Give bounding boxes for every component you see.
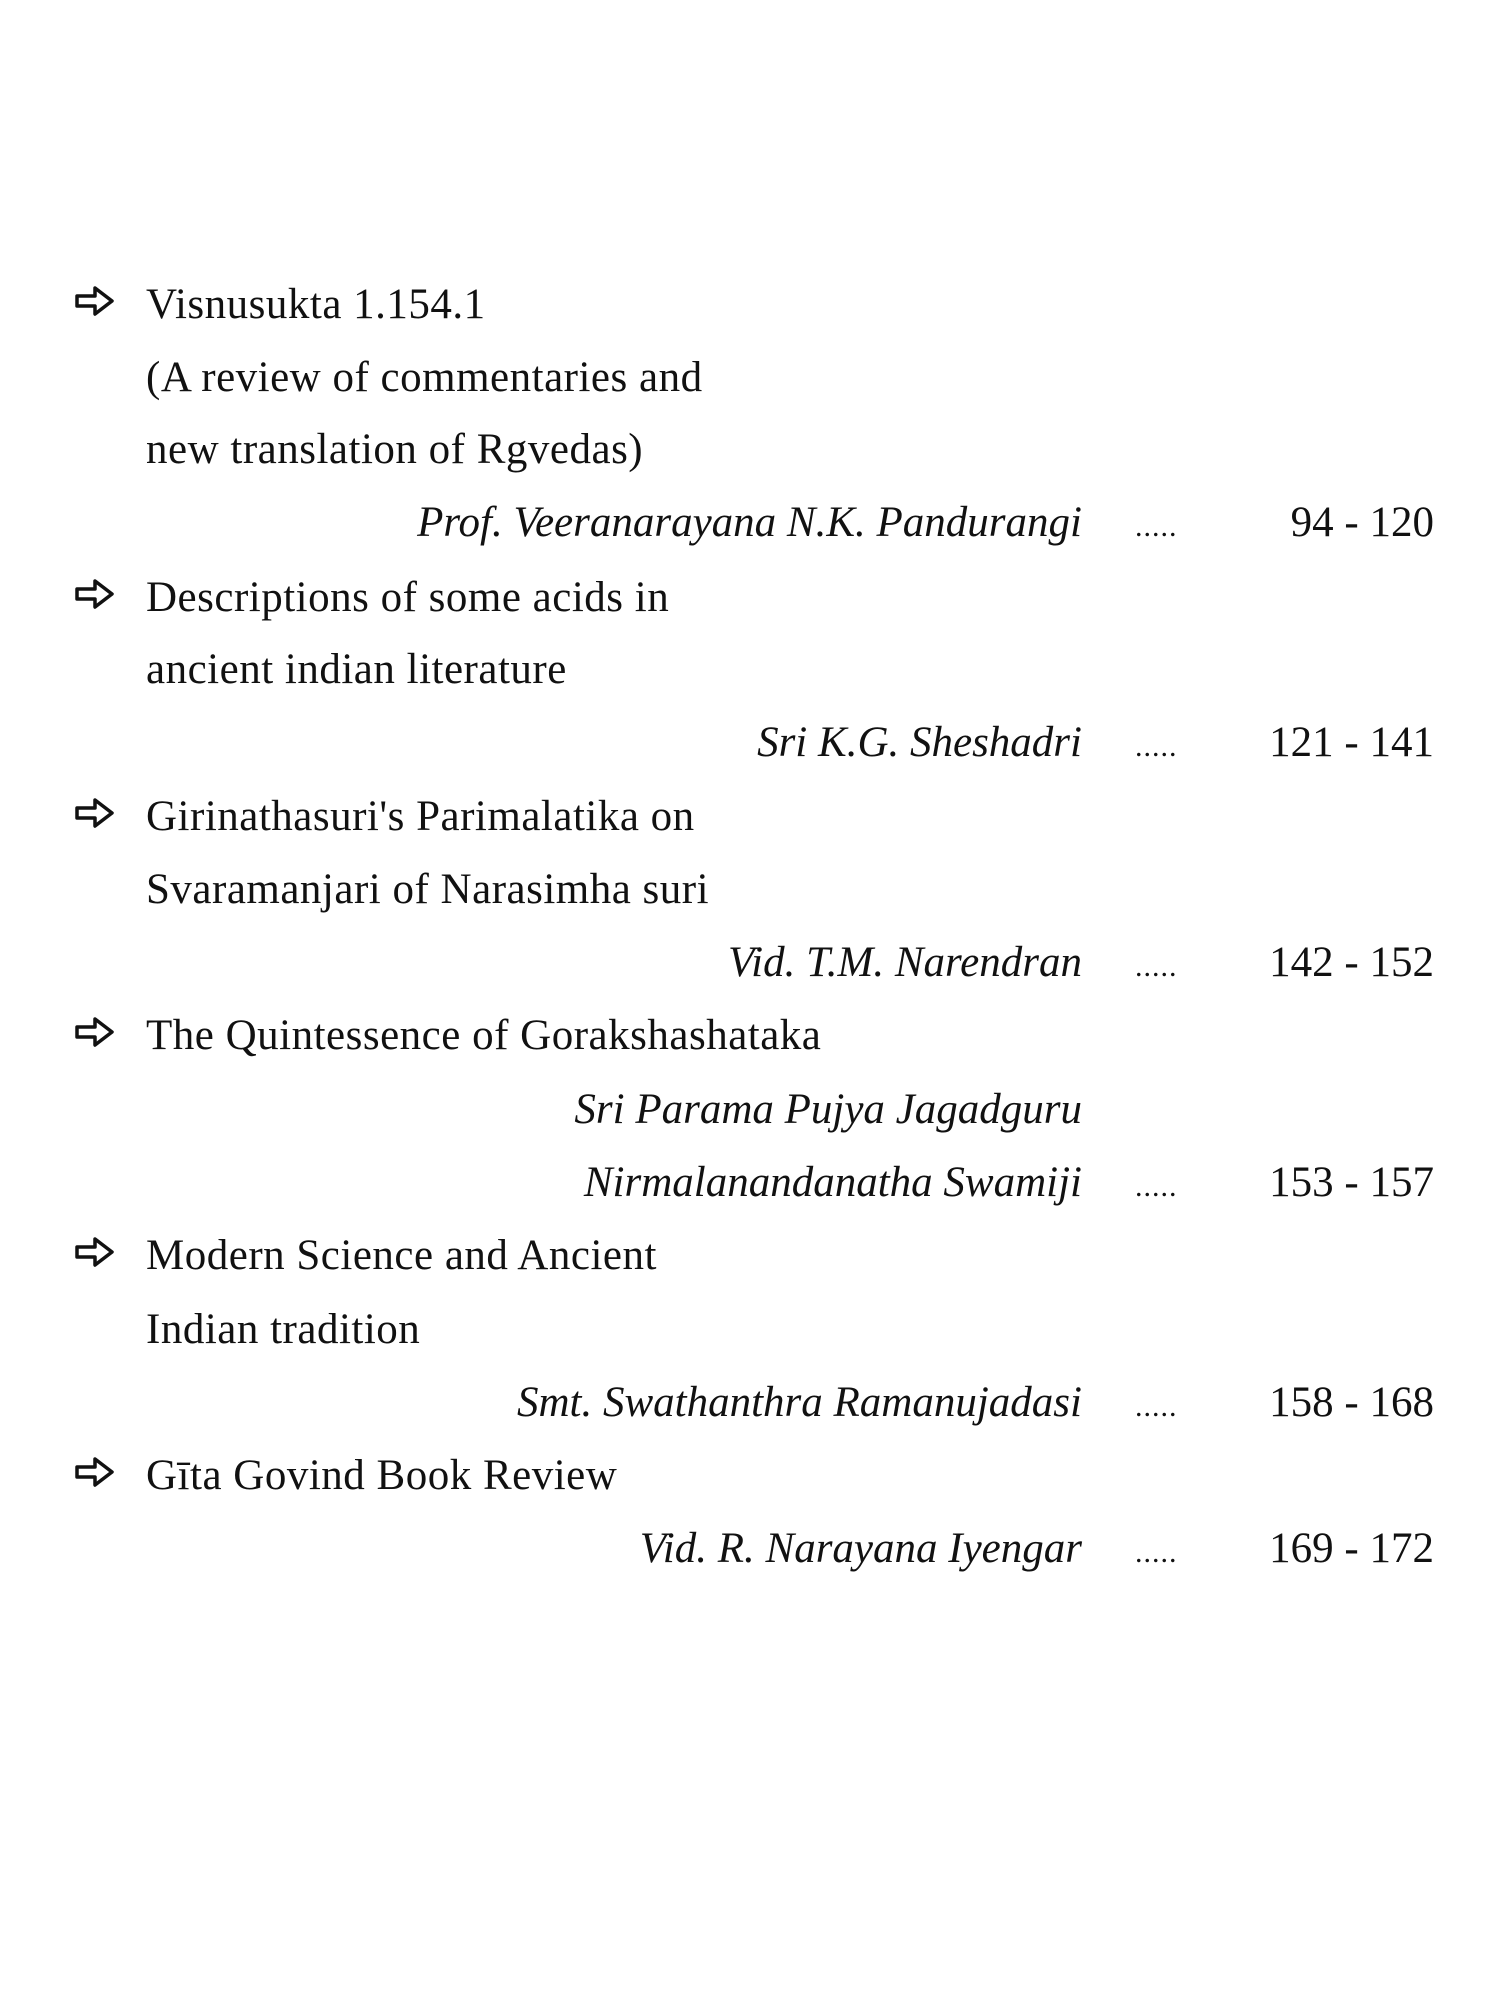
entry-pages: 142 - 152 (1269, 939, 1434, 986)
dot-leader: ..... (1135, 510, 1178, 543)
arrow-right-outline-icon (74, 576, 116, 612)
dot-leader: ..... (1135, 1390, 1178, 1423)
toc-entry-author-line (0, 1373, 1500, 1433)
arrow-right-outline-icon (74, 283, 116, 319)
entry-title: Indian tradition (146, 1306, 421, 1353)
dot-leader: ..... (1135, 730, 1178, 763)
toc-entry-author-line (0, 1519, 1500, 1579)
toc-entry-title-line (0, 640, 1500, 700)
arrow-right-outline-icon (74, 1014, 116, 1050)
entry-author: Sri K.G. Sheshadri (757, 719, 1082, 766)
entry-title: Modern Science and Ancient (146, 1232, 657, 1279)
toc-entry-title-line (0, 787, 1500, 847)
toc-entry-title-line (0, 1300, 1500, 1360)
entry-pages: 158 - 168 (1269, 1379, 1434, 1426)
toc-entry-author-line (0, 493, 1500, 553)
entry-author: Vid. T.M. Narendran (728, 939, 1082, 986)
dot-leader: ..... (1135, 1170, 1178, 1203)
toc-entry-title-line (0, 860, 1500, 920)
toc-entry-author-line (0, 1080, 1500, 1140)
toc-entry-title-line (0, 275, 1500, 335)
entry-author: Nirmalanandanatha Swamiji (583, 1159, 1082, 1206)
entry-title: The Quintessence of Gorakshashataka (146, 1012, 822, 1059)
entry-pages: 121 - 141 (1269, 719, 1434, 766)
entry-title: Girinathasuri's Parimalatika on (146, 793, 695, 840)
entry-pages: 169 - 172 (1269, 1525, 1434, 1572)
toc-entry-author-line (0, 1153, 1500, 1213)
toc-entry-title-line (0, 1226, 1500, 1286)
arrow-right-outline-icon (74, 1454, 116, 1490)
entry-title: new translation of Rgvedas) (146, 426, 644, 473)
arrow-right-outline-icon (74, 1234, 116, 1270)
entry-title: Visnusukta 1.154.1 (146, 281, 486, 328)
entry-title: Svaramanjari of Narasimha suri (146, 866, 710, 913)
entry-title: Descriptions of some acids in (146, 574, 670, 621)
entry-author: Sri Parama Pujya Jagadguru (574, 1086, 1082, 1133)
toc-entry-title-line (0, 348, 1500, 408)
entry-title: ancient indian literature (146, 646, 567, 693)
entry-pages: 153 - 157 (1269, 1159, 1434, 1206)
toc-entry-title-line (0, 420, 1500, 480)
toc-entry-author-line (0, 933, 1500, 993)
entry-author: Prof. Veeranarayana N.K. Pandurangi (417, 499, 1082, 546)
dot-leader: ..... (1135, 1536, 1178, 1569)
entry-title: Gīta Govind Book Review (146, 1452, 618, 1499)
entry-title: (A review of commentaries and (146, 354, 703, 401)
toc-entry-author-line (0, 713, 1500, 773)
entry-author: Smt. Swathanthra Ramanujadasi (516, 1379, 1082, 1426)
toc-entry-title-line (0, 1006, 1500, 1066)
toc-entry-title-line (0, 1446, 1500, 1506)
toc-entry-title-line (0, 568, 1500, 628)
dot-leader: ..... (1135, 950, 1178, 983)
entry-author: Vid. R. Narayana Iyengar (639, 1525, 1082, 1572)
arrow-right-outline-icon (74, 795, 116, 831)
entry-pages: 94 - 120 (1290, 499, 1434, 546)
